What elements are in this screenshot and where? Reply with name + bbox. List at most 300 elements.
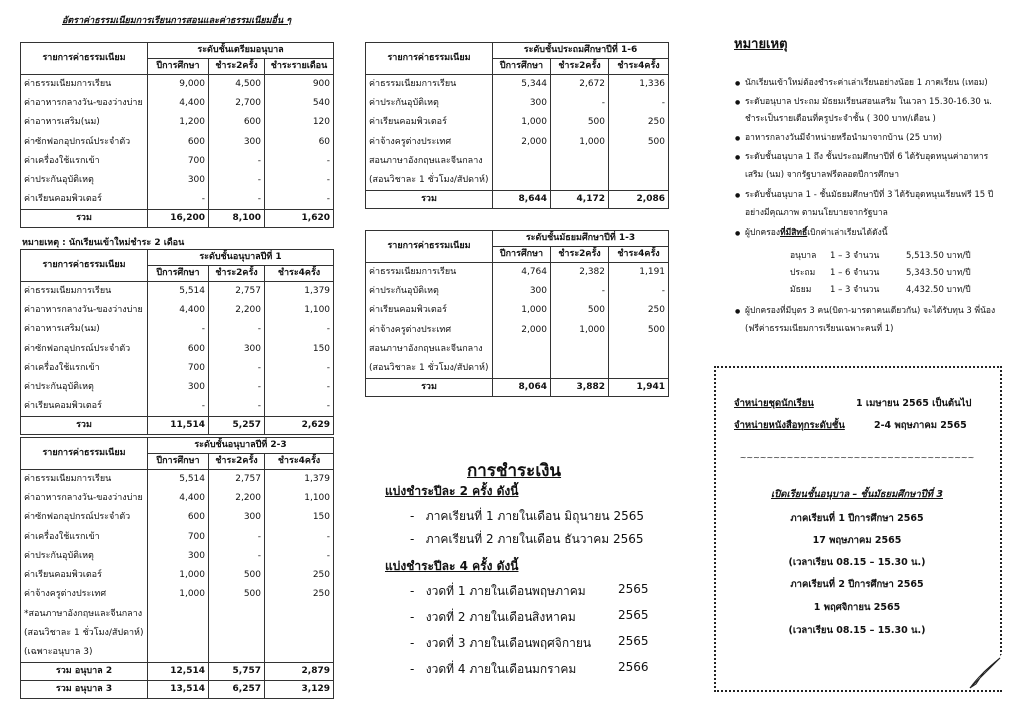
fee-rows <box>21 282 334 417</box>
total-year: 8,644 <box>493 190 551 208</box>
table-row <box>21 605 334 624</box>
fee-value: 600 <box>148 508 209 527</box>
fee-value: - <box>265 359 334 378</box>
payment-two-item: - ภาคเรียนที่ 2 ภายในเดือน ธันวาคม 2565 <box>410 532 644 546</box>
reimb-amount: 5,343.50 บาท/ปี <box>906 268 971 278</box>
note-continuation: ชำระเป็นรายเดือนที่ครูประจำชั้น ( 300 บาท/เดือน ) <box>745 114 936 124</box>
fee-item-label: (สอนวิชาละ 1 ชั่วโมง/สัปดาห์) <box>366 171 493 190</box>
fee-value: - <box>551 94 609 113</box>
fee-value <box>148 624 209 643</box>
fee-value: 1,379 <box>265 470 334 489</box>
table-row <box>21 113 334 132</box>
fee-value: 2,382 <box>551 263 609 282</box>
fee-value: - <box>209 320 265 339</box>
fee-value <box>551 171 609 190</box>
reimb-level: ประถม <box>790 268 816 278</box>
divider: ~~~~~~~~~~~~~~~~~~~~~~~~~~~~~~~~~~~ <box>739 453 975 462</box>
fee-value: 1,000 <box>493 301 551 320</box>
payment-two-item-text: ภาคเรียนที่ 1 ภายในเดือน มิถุนายน 2565 <box>425 509 644 523</box>
fee-table-k1 <box>20 249 334 435</box>
col-pay2: ชำระ2ครั้ง <box>551 247 609 263</box>
fee-value: 5,344 <box>493 75 551 94</box>
fee-item-label: ค่าจ้างครูต่างประเทศ <box>366 320 493 339</box>
total-pay2: 5,757 <box>209 662 265 680</box>
fee-item-label: ค่าธรรมเนียมการเรียน <box>21 75 148 94</box>
level-header: ระดับชั้นอนุบาลปีที่ 2-3 <box>148 438 334 454</box>
note-bullet: ● อาหารกลางวันมีจำหน่ายหรือนำมาจากบ้าน (25 บาท) <box>745 131 1015 146</box>
fee-value: 700 <box>148 152 209 171</box>
fee-value: 2,757 <box>209 282 265 301</box>
fee-value: - <box>148 190 209 209</box>
fee-item-label: ค่าอาหารเสริม(นม) <box>21 320 148 339</box>
fee-value: - <box>265 171 334 190</box>
fee-rows <box>366 263 669 379</box>
payment-four-item: - งวดที่ 4 ภายในเดือน มกราคม 2566 <box>410 660 532 679</box>
payment-four-item: - งวดที่ 1 ภายในเดือน พฤษภาคม 2565 <box>410 582 532 601</box>
total-pay2: 6,257 <box>209 680 265 698</box>
fee-table-prek <box>20 42 334 228</box>
fee-value: 300 <box>148 171 209 190</box>
fee-value: 4,764 <box>493 263 551 282</box>
reimb-row <box>790 265 971 279</box>
fee-value: 4,400 <box>148 301 209 320</box>
col-pay2: ชำระ2ครั้ง <box>209 454 265 470</box>
open-term-title: เปิดเรียนชั้นอนุบาล – ชั้นมัธยมศึกษาปีที่ 3 <box>771 489 943 500</box>
table-row <box>21 171 334 190</box>
item-header: รายการค่าธรรมเนียม <box>21 43 148 75</box>
fee-value: 5,514 <box>148 282 209 301</box>
fee-value: - <box>609 94 669 113</box>
level-header: ระดับชั้นอนุบาลปีที่ 1 <box>148 250 334 266</box>
total-label-k3: รวม อนุบาล 3 <box>21 680 148 698</box>
fee-rows <box>21 470 334 663</box>
total-label: รวม <box>21 417 148 435</box>
fee-value: 60 <box>265 132 334 151</box>
reimb-range: 1 – 3 จำนวน <box>830 251 880 261</box>
fee-item-label: ค่าประกันอุบัติเหตุ <box>366 94 493 113</box>
fee-value <box>265 643 334 662</box>
fee-value <box>551 152 609 171</box>
table-row <box>366 94 669 113</box>
fee-value: 150 <box>265 339 334 358</box>
fee-item-label: ค่าประกันอุบัติเหตุ <box>21 547 148 566</box>
total-year: 11,514 <box>148 417 209 435</box>
fee-value: 700 <box>148 527 209 546</box>
fee-value <box>209 643 265 662</box>
prek-note: หมายเหตุ : นักเรียนเข้าใหม่ชำระ 2 เดือน <box>22 238 185 248</box>
installment-label: งวดที่ 1 ภายในเดือน <box>425 584 533 598</box>
table-row <box>366 359 669 378</box>
fee-value: - <box>265 547 334 566</box>
fee-value <box>209 605 265 624</box>
fee-value: 600 <box>148 339 209 358</box>
level-header: ระดับชั้นมัธยมศึกษาปีที่ 1-3 <box>493 231 669 247</box>
table-row <box>21 508 334 527</box>
total-pay2: 8,100 <box>209 210 265 228</box>
fee-value <box>551 340 609 359</box>
term1-time: (เวลาเรียน 08.15 – 15.30 น.) <box>788 557 926 568</box>
reimb-level: มัธยม <box>790 285 812 295</box>
fee-item-label: ค่าธรรมเนียมการเรียน <box>21 470 148 489</box>
fee-value: 2,700 <box>209 94 265 113</box>
installment-label: งวดที่ 2 ภายในเดือน <box>425 610 533 624</box>
fee-value: 250 <box>265 566 334 585</box>
payment-four-item: - งวดที่ 2 ภายในเดือน สิงหาคม 2565 <box>410 608 532 627</box>
fee-item-label: ค่าอาหารกลางวัน-ของว่างบ่าย <box>21 94 148 113</box>
fee-value: 2,672 <box>551 75 609 94</box>
fee-value: 600 <box>209 113 265 132</box>
total-pay4: 2,086 <box>609 190 669 208</box>
fee-value: 500 <box>609 132 669 151</box>
table-row <box>21 470 334 489</box>
fee-value: 1,000 <box>551 320 609 339</box>
fee-value: - <box>265 320 334 339</box>
table-row <box>366 113 669 132</box>
table-row <box>21 94 334 113</box>
level-header: ระดับชั้นเตรียมอนุบาล <box>148 43 334 59</box>
book-sale-label: จำหน่ายหนังสือทุกระดับชั้น <box>734 420 845 431</box>
installment-month: พฤษภาคม <box>532 584 586 598</box>
col-pay4: ชำระ4ครั้ง <box>265 454 334 470</box>
installment-label: งวดที่ 3 ภายในเดือน <box>425 636 533 650</box>
term2-title: ภาคเรียนที่ 2 ปีการศึกษา 2565 <box>790 579 924 590</box>
fee-value: 5,514 <box>148 470 209 489</box>
fee-rows <box>21 75 334 210</box>
reimb-row <box>790 282 971 296</box>
payment-two-item: - ภาคเรียนที่ 1 ภายในเดือน มิถุนายน 2565 <box>410 509 644 523</box>
fee-value: 700 <box>148 359 209 378</box>
fee-value: - <box>265 397 334 416</box>
payment-two-item-text: ภาคเรียนที่ 2 ภายในเดือน ธันวาคม 2565 <box>425 532 644 546</box>
fee-value: 1,379 <box>265 282 334 301</box>
fee-value: 900 <box>265 75 334 94</box>
fee-value: 300 <box>493 94 551 113</box>
col-pay4: ชำระ4ครั้ง <box>609 247 669 263</box>
item-header: รายการค่าธรรมเนียม <box>21 438 148 470</box>
reimb-range: 1 – 6 จำนวน <box>830 268 880 278</box>
fee-value: 300 <box>209 508 265 527</box>
table-row <box>21 378 334 397</box>
fee-item-label: ค่าเครื่องใช้แรกเข้า <box>21 152 148 171</box>
installment-label: งวดที่ 4 ภายในเดือน <box>425 662 533 676</box>
col-pay4: ชำระ4ครั้ง <box>609 59 669 75</box>
note-bullet <box>745 226 1015 241</box>
table-row <box>21 132 334 151</box>
table-row <box>21 190 334 209</box>
item-header: รายการค่าธรรมเนียม <box>21 250 148 282</box>
fee-rows <box>366 75 669 191</box>
installment-year: 2566 <box>618 660 649 674</box>
note-entitled: ที่มีสิทธิ์ <box>780 228 808 238</box>
fee-value: 1,100 <box>265 489 334 508</box>
installment-year: 2565 <box>618 582 649 596</box>
fee-value: 1,000 <box>493 113 551 132</box>
uniform-sale-date: 1 เมษายน 2565 เป็นต้นไป <box>856 398 972 409</box>
reimb-range: 1 – 3 จำนวน <box>830 285 880 295</box>
fee-item-label: ค่าธรรมเนียมการเรียน <box>366 263 493 282</box>
table-row <box>21 489 334 508</box>
total-label-k2: รวม อนุบาล 2 <box>21 662 148 680</box>
document-title: อัตราค่าธรรมเนียมการเรียนการสอนและค่าธรรมเนียมอื่น ๆ <box>62 16 292 26</box>
fee-value: 300 <box>148 378 209 397</box>
fee-value: 1,000 <box>551 132 609 151</box>
term1-title: ภาคเรียนที่ 1 ปีการศึกษา 2565 <box>790 513 924 524</box>
fee-value: 300 <box>209 339 265 358</box>
fee-value: - <box>209 190 265 209</box>
fee-value: - <box>209 547 265 566</box>
term2-date: 1 พฤศจิกายน 2565 <box>813 602 901 613</box>
fee-value: - <box>209 527 265 546</box>
fee-value: 250 <box>609 113 669 132</box>
fee-value: 1,336 <box>609 75 669 94</box>
fee-item-label: ค่าอาหารกลางวัน-ของว่างบ่าย <box>21 489 148 508</box>
fee-value <box>265 624 334 643</box>
col-year: ปีการศึกษา <box>148 266 209 282</box>
total-year: 16,200 <box>148 210 209 228</box>
fee-item-label: ค่าซักฟอกอุปกรณ์ประจำตัว <box>21 132 148 151</box>
uniform-sale <box>734 396 972 411</box>
note-bullet: ● ระดับอนุบาล ประถม มัธยมเรียนสอนเสริม ในเวลา 15.30-16.30 น. <box>745 95 1015 110</box>
fee-value: - <box>265 152 334 171</box>
table-row <box>366 171 669 190</box>
uniform-sale-label: จำหน่ายชุดนักเรียน <box>734 398 814 409</box>
book-sale-date: 2-4 พฤษภาคม 2565 <box>874 420 967 431</box>
fee-item-label: ค่าเรียนคอมพิวเตอร์ <box>21 190 148 209</box>
table-row <box>21 359 334 378</box>
term1-date: 17 พฤษภาคม 2565 <box>812 535 902 546</box>
fee-value: 2,757 <box>209 470 265 489</box>
col-year: ปีการศึกษา <box>493 59 551 75</box>
reimb-row <box>790 248 971 262</box>
col-year: ปีการศึกษา <box>148 454 209 470</box>
item-header: รายการค่าธรรมเนียม <box>366 231 493 263</box>
payment-two-title: แบ่งชำระปีละ 2 ครั้ง ดังนี้ <box>385 484 519 498</box>
fee-item-label: (เฉพาะอนุบาล 3) <box>21 643 148 662</box>
total-pay4: 3,129 <box>265 680 334 698</box>
table-row <box>366 132 669 151</box>
fee-value: 1,000 <box>148 566 209 585</box>
fee-value: - <box>209 397 265 416</box>
page-curl-icon <box>966 654 1002 690</box>
fee-value <box>493 152 551 171</box>
reimb-level: อนุบาล <box>790 251 817 261</box>
fee-item-label: (สอนวิชาละ 1 ชั่วโมง/สัปดาห์) <box>366 359 493 378</box>
fee-value: 250 <box>609 301 669 320</box>
fee-value: 500 <box>551 301 609 320</box>
fee-table-m13 <box>365 230 669 397</box>
fee-item-label: สอนภาษาอังกฤษและจีนกลาง <box>366 152 493 171</box>
reimb-amount: 5,513.50 บาท/ปี <box>906 251 971 261</box>
table-row <box>21 397 334 416</box>
note-bullet: ● ระดับชั้นอนุบาล 1 ถึง ชั้นประถมศึกษาปีที่ 6 ได้รับอุดหนุนค่าอาหาร <box>745 150 1015 165</box>
payment-title: การชำระเงิน <box>467 461 562 481</box>
fee-value: 500 <box>551 113 609 132</box>
total-pay4: 2,879 <box>265 662 334 680</box>
total-label: รวม <box>21 210 148 228</box>
installment-year: 2565 <box>618 634 649 648</box>
fee-value: 500 <box>609 320 669 339</box>
col-monthly: ชำระรายเดือน <box>265 59 334 75</box>
fee-value: 150 <box>265 508 334 527</box>
fee-item-label: ค่าจ้างครูต่างประเทศ <box>21 585 148 604</box>
fee-value: - <box>551 282 609 301</box>
fee-value <box>493 340 551 359</box>
total-monthly: 1,620 <box>265 210 334 228</box>
fee-item-label: (สอนวิชาละ 1 ชั่วโมง/สัปดาห์) <box>21 624 148 643</box>
table-row <box>366 263 669 282</box>
table-row <box>21 282 334 301</box>
fee-value: 9,000 <box>148 75 209 94</box>
fee-item-label: ค่าเครื่องใช้แรกเข้า <box>21 359 148 378</box>
table-row <box>21 585 334 604</box>
fee-value: 1,100 <box>265 301 334 320</box>
table-row <box>366 301 669 320</box>
fee-value: - <box>209 171 265 190</box>
fee-item-label: ค่าซักฟอกอุปกรณ์ประจำตัว <box>21 339 148 358</box>
fee-value: 500 <box>209 585 265 604</box>
fee-value: 2,200 <box>209 489 265 508</box>
fee-item-label: ค่าเรียนคอมพิวเตอร์ <box>21 566 148 585</box>
fee-item-label: ค่าเรียนคอมพิวเตอร์ <box>21 397 148 416</box>
installment-year: 2565 <box>618 608 649 622</box>
reimb-amount: 4,432.50 บาท/ปี <box>906 285 971 295</box>
fee-value <box>609 340 669 359</box>
total-year: 8,064 <box>493 378 551 396</box>
fee-value: 300 <box>493 282 551 301</box>
fee-value <box>148 643 209 662</box>
fee-value: 1,200 <box>148 113 209 132</box>
table-row <box>21 547 334 566</box>
fee-value <box>609 152 669 171</box>
table-row <box>21 75 334 94</box>
fee-value <box>609 359 669 378</box>
payment-four-item: - งวดที่ 3 ภายในเดือน พฤศจิกายน 2565 <box>410 634 532 653</box>
fee-item-label: ค่าเครื่องใช้แรกเข้า <box>21 527 148 546</box>
total-year: 12,514 <box>148 662 209 680</box>
fee-value: 250 <box>265 585 334 604</box>
fee-item-label: *สอนภาษาอังกฤษและจีนกลาง <box>21 605 148 624</box>
fee-value <box>209 624 265 643</box>
fee-value: 300 <box>148 547 209 566</box>
fee-item-label: ค่าธรรมเนียมการเรียน <box>366 75 493 94</box>
fee-value: 2,000 <box>493 320 551 339</box>
col-pay2: ชำระ2ครั้ง <box>209 59 265 75</box>
fee-item-label: ค่าประกันอุบัติเหตุ <box>366 282 493 301</box>
item-header: รายการค่าธรรมเนียม <box>366 43 493 75</box>
term2-time: (เวลาเรียน 08.15 – 15.30 น.) <box>788 625 926 636</box>
fee-value: 2,200 <box>209 301 265 320</box>
fee-item-label: ค่าเรียนคอมพิวเตอร์ <box>366 113 493 132</box>
fee-value: - <box>609 282 669 301</box>
total-label: รวม <box>366 190 493 208</box>
table-row <box>21 152 334 171</box>
total-label: รวม <box>366 378 493 396</box>
fee-value: 540 <box>265 94 334 113</box>
fee-value: 500 <box>209 566 265 585</box>
fee-value: - <box>265 378 334 397</box>
payment-four-title: แบ่งชำระปีละ 4 ครั้ง ดังนี้ <box>385 559 519 573</box>
fee-value: - <box>265 527 334 546</box>
fee-value: 600 <box>148 132 209 151</box>
fee-value: 1,191 <box>609 263 669 282</box>
fee-value: 4,500 <box>209 75 265 94</box>
fee-value: 300 <box>209 132 265 151</box>
fee-item-label: ค่าอาหารกลางวัน-ของว่างบ่าย <box>21 301 148 320</box>
fee-value <box>551 359 609 378</box>
fee-item-label: ค่าจ้างครูต่างประเทศ <box>366 132 493 151</box>
book-sale <box>734 418 967 433</box>
table-row <box>21 339 334 358</box>
fee-value: 4,400 <box>148 94 209 113</box>
info-box <box>714 366 1002 692</box>
col-pay2: ชำระ2ครั้ง <box>209 266 265 282</box>
col-year: ปีการศึกษา <box>148 59 209 75</box>
fee-value <box>265 605 334 624</box>
note-bullet: ● ผู้ปกครองที่มีบุตร 3 คน(บิดา-มารดาคนเดียวกัน) จะได้รับทุน 3 พี่น้อง <box>745 304 1015 319</box>
fee-item-label: ค่าซักฟอกอุปกรณ์ประจำตัว <box>21 508 148 527</box>
table-row <box>366 152 669 171</box>
col-year: ปีการศึกษา <box>493 247 551 263</box>
table-row <box>21 624 334 643</box>
installment-month: มกราคม <box>532 662 577 676</box>
fee-value: - <box>209 378 265 397</box>
level-header: ระดับชั้นประถมศึกษาปีที่ 1-6 <box>493 43 669 59</box>
note-bullet: ● นักเรียนเข้าใหม่ต้องชำระค่าเล่าเรียนอย่างน้อย 1 ภาคเรียน (เทอม) <box>745 76 1015 91</box>
col-pay4: ชำระ4ครั้ง <box>265 266 334 282</box>
fee-item-label: ค่าประกันอุบัติเหตุ <box>21 378 148 397</box>
total-year: 13,514 <box>148 680 209 698</box>
col-pay2: ชำระ2ครั้ง <box>551 59 609 75</box>
table-row <box>21 301 334 320</box>
fee-item-label: ค่าอาหารเสริม(นม) <box>21 113 148 132</box>
note-bullet: ● ระดับชั้นอนุบาล 1 - ชั้นมัธยมศึกษาปีที่ 3 ได้รับอุดหนุนเรียนฟรี 15 ปี <box>745 188 1015 203</box>
fee-value: - <box>148 320 209 339</box>
total-pay4: 2,629 <box>265 417 334 435</box>
table-row <box>21 643 334 662</box>
fee-value <box>148 605 209 624</box>
table-row <box>366 320 669 339</box>
fee-item-label: สอนภาษาอังกฤษและจีนกลาง <box>366 340 493 359</box>
table-row <box>21 566 334 585</box>
table-row <box>21 320 334 339</box>
fee-value: 120 <box>265 113 334 132</box>
note-continuation: (ฟรีค่าธรรมเนียมการเรียนเฉพาะคนที่ 1) <box>745 324 894 334</box>
table-row <box>21 527 334 546</box>
fee-value: - <box>265 190 334 209</box>
table-row <box>366 282 669 301</box>
table-row <box>366 340 669 359</box>
fee-value: - <box>209 359 265 378</box>
installment-month: สิงหาคม <box>532 610 576 624</box>
note-text: ผู้ปกครอง <box>745 228 781 238</box>
fee-value: - <box>209 152 265 171</box>
note-text: เบิกค่าเล่าเรียนได้ดังนี้ <box>807 228 888 238</box>
fee-value <box>493 359 551 378</box>
fee-item-label: ค่าเรียนคอมพิวเตอร์ <box>366 301 493 320</box>
total-pay2: 5,257 <box>209 417 265 435</box>
total-pay4: 1,941 <box>609 378 669 396</box>
fee-value <box>609 171 669 190</box>
fee-table-k23 <box>20 437 334 699</box>
note-continuation: เสริม (นม) จากรัฐบาลฟรีตลอดปีการศึกษา <box>745 170 899 180</box>
fee-value: 1,000 <box>148 585 209 604</box>
total-pay2: 4,172 <box>551 190 609 208</box>
fee-item-label: ค่าประกันอุบัติเหตุ <box>21 171 148 190</box>
total-pay2: 3,882 <box>551 378 609 396</box>
fee-table-p16 <box>365 42 669 209</box>
notes-title: หมายเหตุ <box>734 37 788 52</box>
fee-value: 4,400 <box>148 489 209 508</box>
